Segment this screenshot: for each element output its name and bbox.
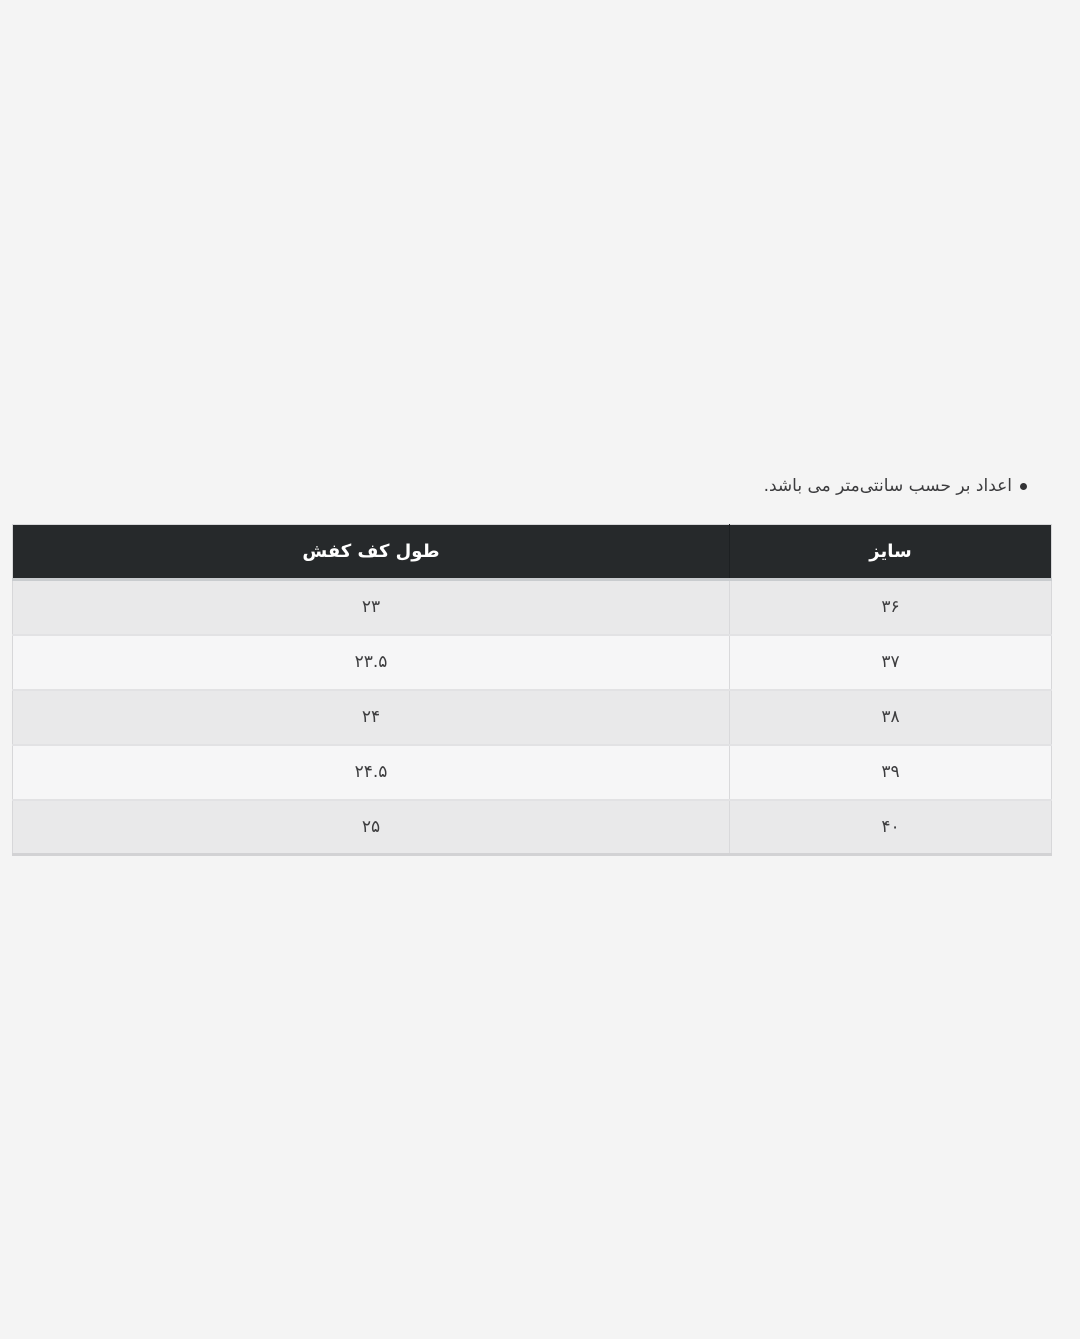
sole-length-column-header: طول کف کفش — [13, 525, 730, 580]
notes-list — [12, 472, 1052, 500]
table-row — [13, 635, 1052, 690]
table-body — [13, 580, 1052, 855]
sole-length-cell: ۲۵ — [13, 800, 730, 855]
size-cell: ۳۹ — [729, 745, 1051, 800]
size-cell: ۴۰ — [729, 800, 1051, 855]
sole-length-cell: ۲۴.۵ — [13, 745, 730, 800]
table-header — [13, 525, 1052, 580]
table-row — [13, 580, 1052, 635]
sole-length-cell: ۲۳.۵ — [13, 635, 730, 690]
size-chart-table — [12, 524, 1052, 856]
sole-length-cell: ۲۳ — [13, 580, 730, 635]
header-row — [13, 525, 1052, 580]
content-area — [0, 472, 1080, 856]
sole-length-cell: ۲۴ — [13, 690, 730, 745]
table-row — [13, 690, 1052, 745]
table-row — [13, 800, 1052, 855]
table-row — [13, 745, 1052, 800]
note-text: اعداد بر حسب سانتی‌متر می باشد. — [763, 476, 1012, 496]
size-cell: ۳۶ — [729, 580, 1051, 635]
size-cell: ۳۷ — [729, 635, 1051, 690]
list-item — [12, 472, 1052, 500]
size-column-header: سایز — [729, 525, 1051, 580]
bullet-icon — [1020, 483, 1027, 490]
size-cell: ۳۸ — [729, 690, 1051, 745]
